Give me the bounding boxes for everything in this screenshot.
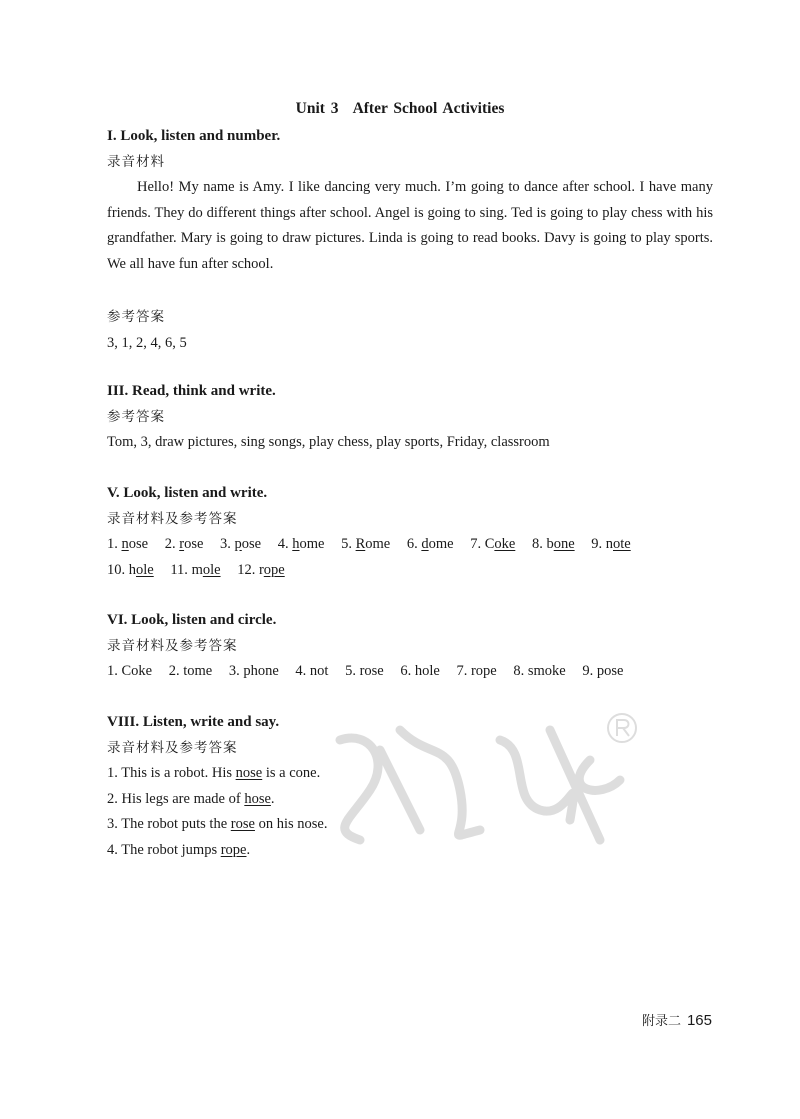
circled-word: 3. phone [228, 663, 279, 679]
section-subheading: 录音材料及参考答案 [107, 637, 238, 654]
unit-number: Unit 3 [295, 100, 339, 117]
circled-word: 2. tome [168, 663, 213, 679]
circled-word: 9. pose [582, 663, 624, 679]
section-look-listen-write [107, 481, 713, 583]
circled-word: 7. rope [456, 663, 497, 679]
circled-word: 1. Coke [107, 663, 153, 679]
answer-text: 3, 1, 2, 4, 6, 5 [107, 334, 187, 351]
section-heading: I. Look, listen and number. [107, 128, 281, 144]
answer-text: Tom, 3, draw pictures, sing songs, play chess, play sports, Friday, classroom [107, 434, 550, 450]
section-read-think-write [107, 379, 713, 456]
section-subheading: 参考答案 [107, 309, 165, 325]
answer-row [107, 659, 713, 685]
appendix-label: 附录二 [641, 1014, 681, 1029]
section-subheading: 参考答案 [107, 408, 165, 425]
answer-row [107, 532, 713, 558]
circled-word: 5. rose [345, 663, 384, 679]
section-heading: VI. Look, listen and circle. [107, 612, 277, 628]
sentence-line: 4. The robot jumps rope. [107, 841, 251, 858]
sentence-line: 3. The robot puts the rose on his nose. [107, 816, 328, 832]
word-item: 8. bone [531, 536, 575, 552]
listening-passage: Hello! My name is Amy. I like dancing very much. I’m going to dance after school. I have many friends. They do different things after school. Angel is going to sing. Ted is going to play chess with his grandfather. Mary is going to draw pictures. Linda is going to read books. Davy is going to play sports. We all have fun after school. [107, 179, 713, 272]
sentence-line: 1. This is a robot. His nose is a cone. [107, 765, 321, 781]
word-item: 10. hole [107, 561, 154, 578]
circled-word: 6. hole [400, 663, 440, 679]
circled-word: 4. not [295, 663, 329, 679]
page-number: 165 [686, 1012, 712, 1029]
section-heading: III. Read, think and write. [107, 383, 276, 399]
word-item: 5. Rome [341, 536, 391, 552]
section-look-listen-circle [107, 608, 713, 685]
word-item: 4. home [277, 536, 325, 552]
section-subheading: 录音材料及参考答案 [107, 739, 238, 756]
word-item: 7. Coke [470, 536, 516, 552]
word-item: 9. note [591, 536, 631, 552]
section-heading: V. Look, listen and write. [107, 485, 268, 501]
section-subheading: 录音材料 [107, 153, 165, 170]
unit-name: After School Activities [352, 100, 505, 117]
page-title [0, 100, 800, 118]
word-item: 11. mole [170, 561, 221, 578]
section-answers [107, 305, 713, 356]
page-footer [642, 1010, 712, 1030]
section-subheading: 录音材料及参考答案 [107, 510, 238, 527]
word-item: 12. rope [237, 561, 285, 578]
word-item: 1. nose [107, 536, 149, 552]
sentence-line: 2. His legs are made of hose. [107, 790, 275, 807]
circled-word: 8. smoke [513, 663, 566, 679]
section-heading: VIII. Listen, write and say. [107, 714, 280, 730]
section-listen-write-say [107, 710, 713, 863]
answer-row [107, 558, 713, 584]
word-item: 2. rose [164, 536, 204, 552]
section-look-listen-number [107, 124, 713, 277]
word-item: 6. dome [406, 536, 454, 552]
word-item: 3. pose [220, 536, 262, 552]
